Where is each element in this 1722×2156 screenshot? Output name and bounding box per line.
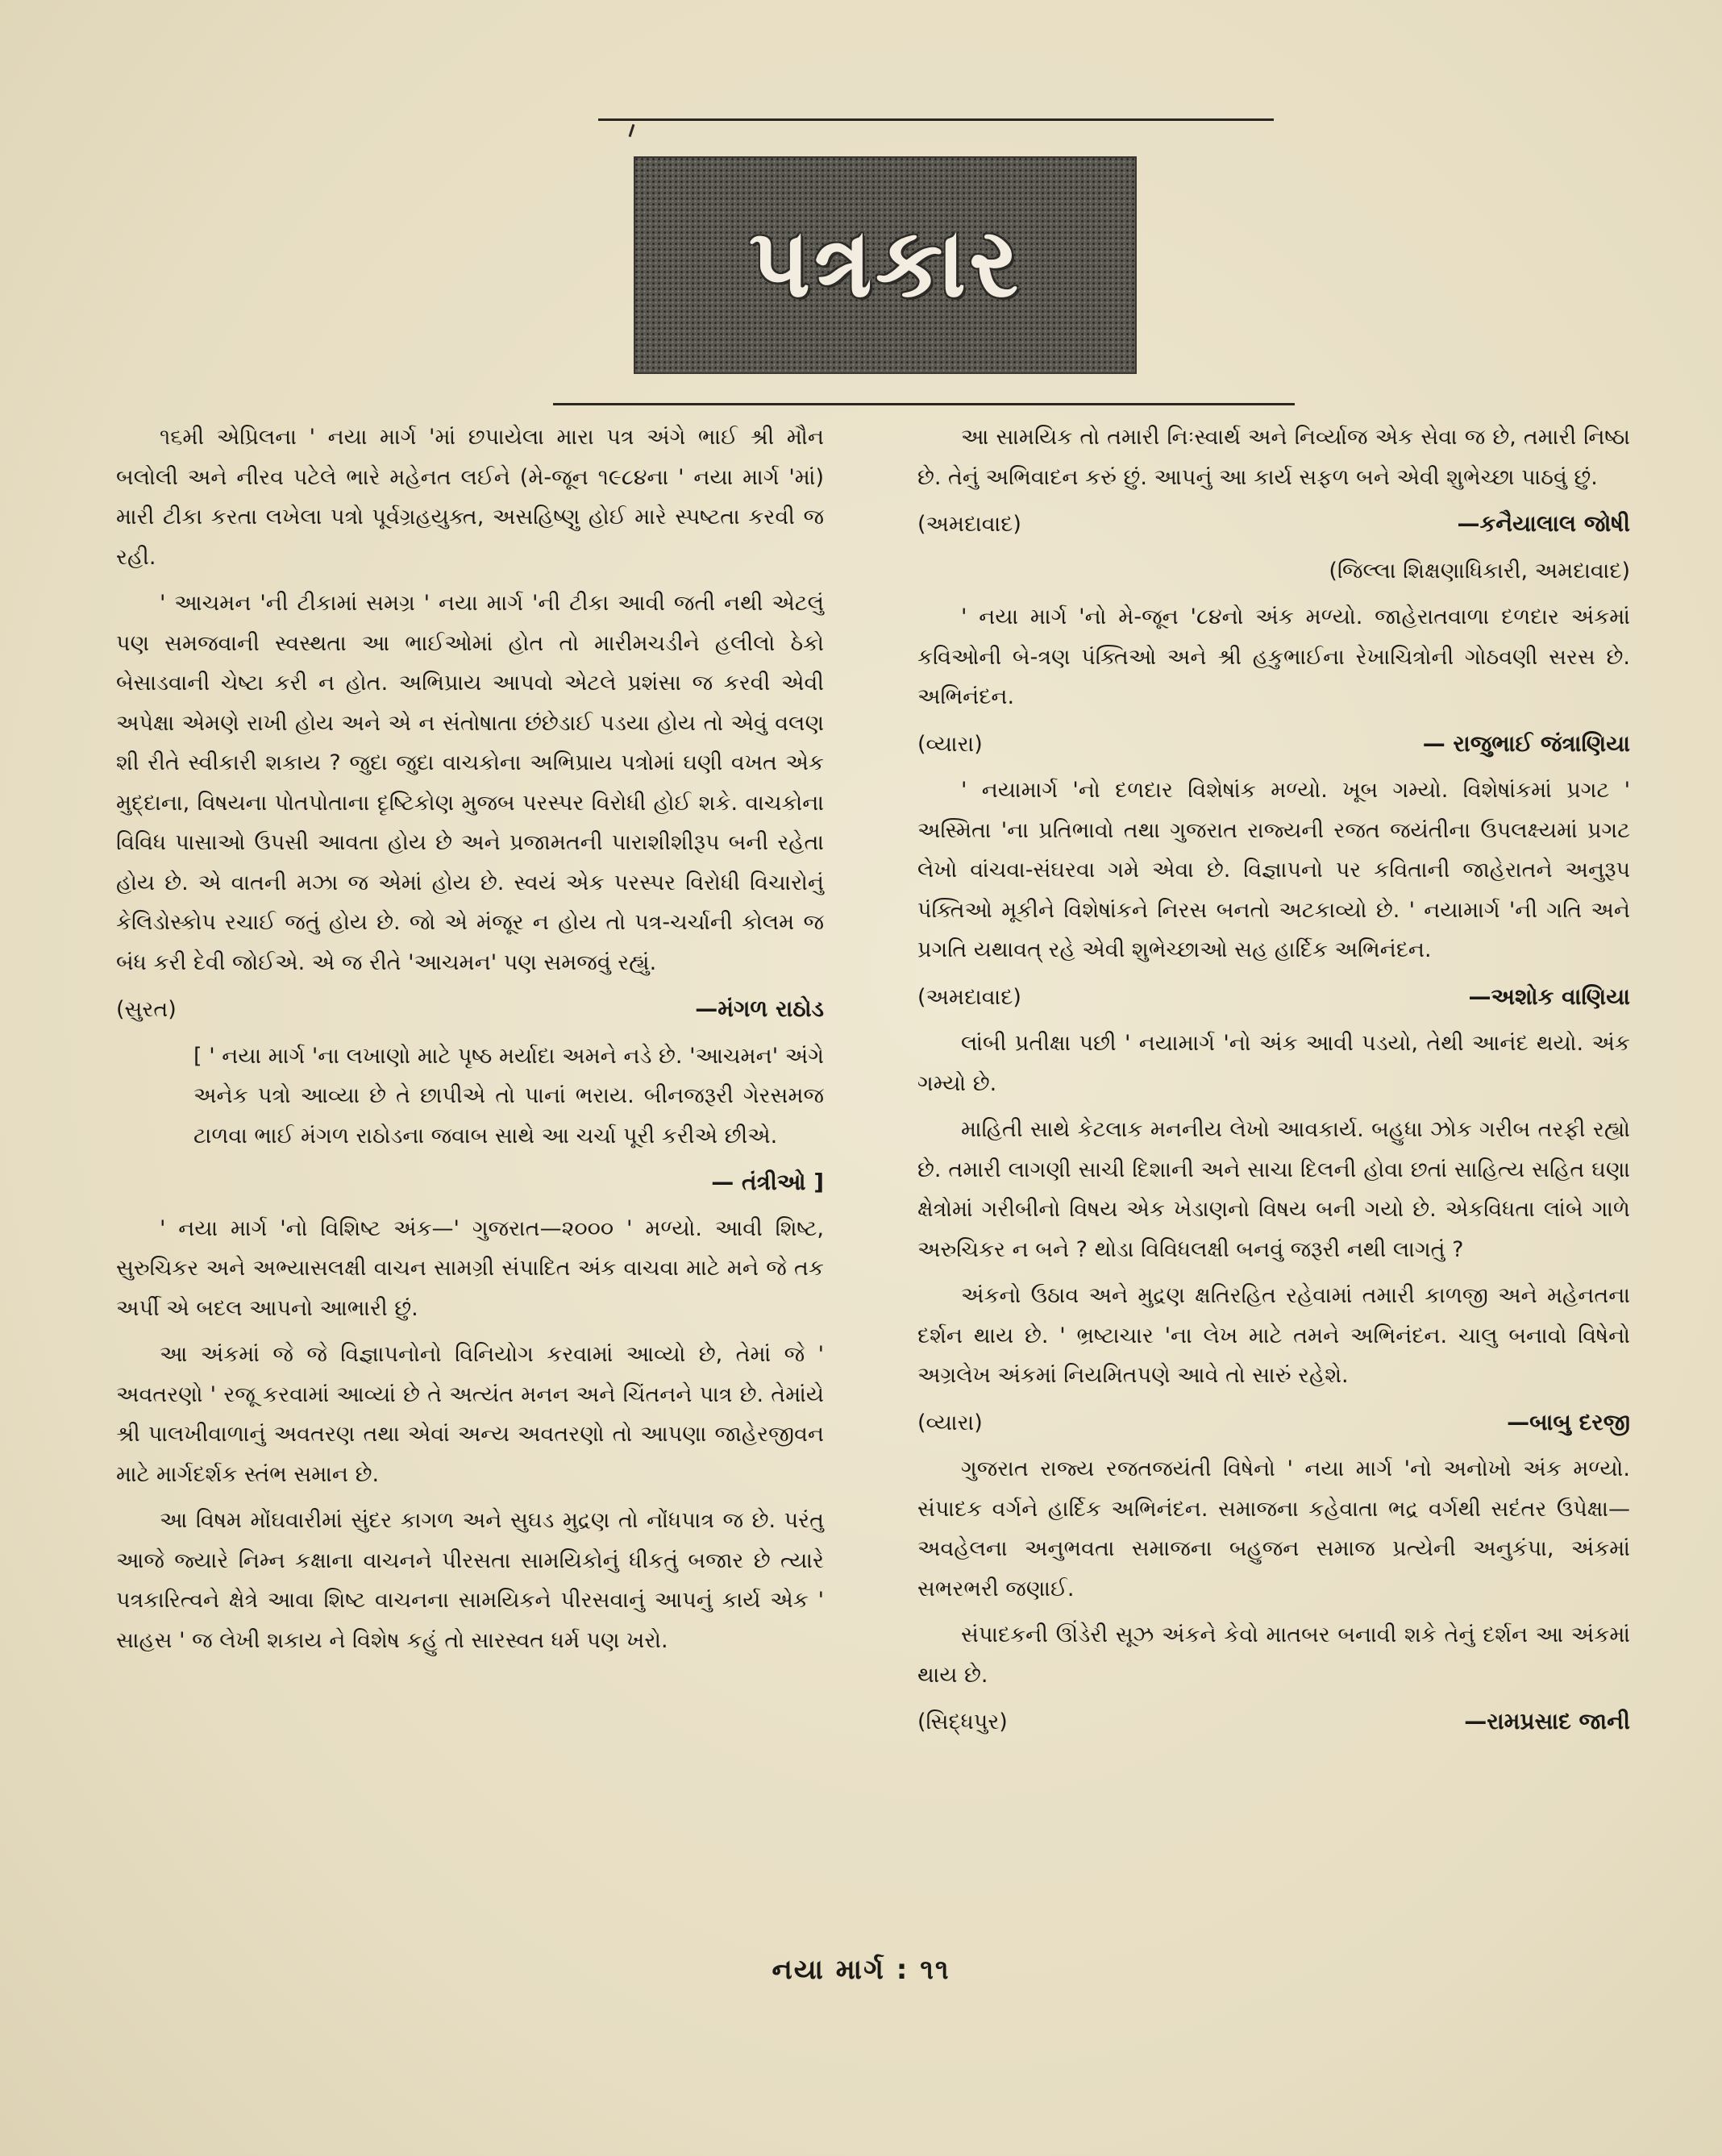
left-column	[116, 417, 824, 1667]
letter-signoff	[917, 504, 1630, 545]
letter-paragraph: અંકનો ઉઠાવ અને મુદ્રણ ક્ષતિરહિત રહેવામાં તમારી કાળજી અને મહેનતના દર્શન થાય છે. ' ભ્રષ્ટાચાર 'ના લેખ માટે તમને અભિનંદન. ચાલુ બનાવો વિષેનો અગ્રલેખ અંકમાં નિયમિતપણે આવે તો સારું રહેશે.	[917, 1283, 1630, 1388]
letter-signature: —કનૈયાલાલ જોષી	[1457, 510, 1630, 537]
letter-paragraph: આ વિષમ મોંઘવારીમાં સુંદર કાગળ અને સુઘડ મુદ્રણ તો નોંધપાત્ર જ છે. પરંતુ આજે જ્યારે નિમ્ન કક્ષાના વાચનને પીરસતા સામયિકોનું ધીકતું બજાર છે ત્યારે પત્રકારિત્વને ક્ષેત્રે આવા શિષ્ટ વાચનના સામયિકને પીરસવાનું આપનું કાર્ય એક ' સાહસ ' જ લેખી શકાય ને વિશેષ કહું તો સારસ્વત ધર્મ પણ ખરો.	[116, 1508, 824, 1653]
section-title: પત્રકાર	[748, 207, 1022, 318]
letter-paragraph: સંપાદકની ઊંડેરી સૂઝ અંકને કેવો માતબર બનાવી શકે તેનું દર્શન આ અંકમાં થાય છે.	[917, 1622, 1630, 1688]
top-rule	[598, 118, 1274, 121]
letter-paragraph: ૧૬મી એપ્રિલના ' નયા માર્ગ 'માં છપાયેલા મારા પત્ર અંગે ભાઈ શ્રી મૌન બલોલી અને નીરવ પટેલે ભારે મહેનત લઈને (મે-જૂન ૧૯૮૪ના ' નયા માર્ગ 'માં) મારી ટીકા કરતા લખેલા પત્રો પૂર્વગ્રહયુક્ત, અસહિષ્ણુ હોઈ મારે સ્પષ્ટતા કરવી જ રહી.	[116, 425, 824, 570]
letter-paragraph: આ સામયિક તો તમારી નિઃસ્વાર્થ અને નિર્વ્યાજ એક સેવા જ છે, તમારી નિષ્ઠા છે. તેનું અભિવાદન કરું છું. આપનું આ કાર્ય સફળ બને એવી શુભેચ્છા પાઠવું છું.	[917, 425, 1630, 490]
letter-paragraph: આ અંકમાં જે જે વિજ્ઞાપનોનો વિનિયોગ કરવામાં આવ્યો છે, તેમાં જે ' અવતરણો ' રજૂ કરવામાં આવ્યાં છે તે અત્યંત મનન અને ચિંતનને પાત્ર છે. તેમાંયે શ્રી પાલખીવાળાનું અવતરણ તથા એવાં અન્ય અવતરણો તો આપણા જાહેરજીવન માટે માર્ગદર્શક સ્તંભ સમાન છે.	[116, 1342, 824, 1487]
letter-paragraph: ' નયા માર્ગ 'નો મે-જૂન '૮૪નો અંક મળ્યો. જાહેરાતવાળા દળદાર અંકમાં કવિઓની બે-ત્રણ પંક્તિઓ અને શ્રી હકુભાઈના રેખાચિત્રોની ગોઠવણી સરસ છે. અભિનંદન.	[917, 604, 1630, 709]
letter-place: (સુરત)	[116, 997, 177, 1022]
letter-signature: —અશોક વાણિયા	[1468, 982, 1630, 1010]
letter-signoff	[917, 1701, 1630, 1743]
letter-place: (અમદાવાદ)	[917, 512, 1021, 537]
editor-signature: — તંત્રીઓ ]	[711, 1169, 824, 1195]
letter-paragraph: ' નયા માર્ગ 'નો વિશિષ્ટ અંક—' ગુજરાત—૨૦૦૦ ' મળ્યો. આવી શિષ્ટ, સુરુચિકર અને અભ્યાસલક્ષી વાચન સામગ્રી સંપાદિત અંક વાચવા માટે મને જે તક અર્પી એ બદલ આપનો આભારી છું.	[116, 1215, 824, 1321]
letter-paragraph: લાંબી પ્રતીક્ષા પછી ' નયામાર્ગ 'નો અંક આવી પડયો, તેથી આનંદ થયો. અંક ગમ્યો છે.	[917, 1031, 1630, 1096]
letter-paragraph: ' આચમન 'ની ટીકામાં સમગ્ર ' નયા માર્ગ 'ની ટીકા આવી જતી નથી એટલું પણ સમજવાની સ્વસ્થતા આ ભાઈઓમાં હોત તો મારીમચડીને હલીલો ઠેકો બેસાડવાની ચેષ્ટા કરી ન હોત. અભિપ્રાય આપવો એટલે પ્રશંસા જ કરવી એવી અપેક્ષા એમણે રાખી હોય અને એ ન સંતોષાતા છંછેડાઈ પડયા હોય તો એવું વલણ શી રીતે સ્વીકારી શકાય ? જુદા જુદા વાચકોના અભિપ્રાય પત્રોમાં ઘણી વખત એક મુદ્દાના, વિષયના પોતપોતાના દૃષ્ટિકોણ મુજબ પરસ્પર વિરોધી હોઈ શકે. વાચકોના વિવિધ પાસાઓ ઉપસી આવતા હોય છે અને પ્રજામતની પારાશીશીરૂપ બની રહેતા હોય છે. એ વાતની મઝા જ એમાં હોય છે. સ્વયં એક પરસ્પર વિરોધી વિચારોનું કેલિડોસ્કોપ રચાઈ જતું હોય છે. જો એ મંજૂર ન હોય તો પત્ર-ચર્ચાની કોલમ જ બંધ કરી દેવી જોઈએ. એ જ રીતે 'આચમન' પણ સમજવું રહ્યું.	[116, 591, 824, 975]
letter-paragraph: ગુજરાત રાજ્ય રજતજયંતી વિષેનો ' નયા માર્ગ 'નો અનોખો અંક મળ્યો. સંપાદક વર્ગને હાર્દિક અભિનંદન. સમાજના કહેવાતા ભદ્ર વર્ગથી સદંતર ઉપેક્ષા—અવહેલના અનુભવતા સમાજના બહુજન સમાજ પ્રત્યેની અનુકંપા, અંકમાં સભરભરી જણાઈ.	[917, 1456, 1630, 1601]
letter-signoff	[116, 989, 824, 1030]
editor-note: [ ' નયા માર્ગ 'ના લખાણો માટે પૃષ્ઠ મર્યાદા અમને નડે છે. 'આચમન' અંગે અનેક પત્રો આવ્યા છે તે છાપીએ તો પાનાં ભરાય. બીનજરૂરી ગેરસમજ ટાળવા ભાઈ મંગળ રાઠોડના જવાબ સાથે આ ચર્ચા પૂરી કરીએ છીએ.	[193, 1043, 824, 1149]
rule-tick-mark	[629, 124, 635, 137]
letter-place: (વ્યારા)	[917, 1410, 983, 1435]
letter-signature: —મંગળ રાઠોડ	[695, 995, 824, 1022]
column-rule	[553, 403, 1295, 405]
letter-signature: — રાજુભાઈ જંત્રાણિયા	[1422, 729, 1630, 757]
letter-paragraph: માહિતી સાથે કેટલાક મનનીય લેખો આવકાર્ય. બહુધા ઝોક ગરીબ તરફી રહ્યો છે. તમારી લાગણી સાચી દિશાની અને સાચા દિલની હોવા છતાં સાહિત્ય સહિત ઘણા ક્ષેત્રોમાં ગરીબીનો વિષય એક ખેડાણનો વિષય બની ગયો છે. એકવિધતા લાંબે ગાળે અરુચિકર ન બને ? થોડા વિવિધલક્ષી બનવું જરૂરી નથી લાગતું ?	[917, 1117, 1630, 1262]
letter-place: (સિદ્ધપુર)	[917, 1709, 1008, 1734]
letter-signature: —બાબુ દરજી	[1507, 1408, 1630, 1435]
letter-signoff	[917, 724, 1630, 765]
letter-place: (અમદાવાદ)	[917, 984, 1021, 1010]
letter-signature: —રામપ્રસાદ જાની	[1464, 1708, 1630, 1734]
signature-title: (જિલ્લા શિક્ષણાધિકારી, અમદાવાદ)	[1329, 558, 1630, 584]
page-footer: નયા માર્ગ : ૧૧	[772, 1954, 950, 1986]
right-column	[917, 417, 1630, 1749]
letter-place: (વ્યારા)	[917, 731, 983, 757]
letter-paragraph: ' નયામાર્ગ 'નો દળદાર વિશેષાંક મળ્યો. ખૂબ ગમ્યો. વિશેષાંકમાં પ્રગટ ' અસ્મિતા 'ના પ્રતિભાવો તથા ગુજરાત રાજ્યની રજત જયંતીના ઉપલક્ષ્યમાં પ્રગટ લેખો વાંચવા-સંઘરવા ગમે એવા છે. વિજ્ઞાપનો પર કવિતાની જાહેરાતને અનુરૂપ પંક્તિઓ મૂકીને વિશેષાંકને નિરસ બનતો અટકાવ્યો છે. ' નયામાર્ગ 'ની ગતિ અને પ્રગતિ યથાવત્ રહે એવી શુભેચ્છાઓ સહ હાર્દિક અભિનંદન.	[917, 778, 1630, 962]
section-masthead	[634, 156, 1137, 374]
letter-signoff	[917, 1402, 1630, 1444]
letter-signoff	[917, 977, 1630, 1018]
